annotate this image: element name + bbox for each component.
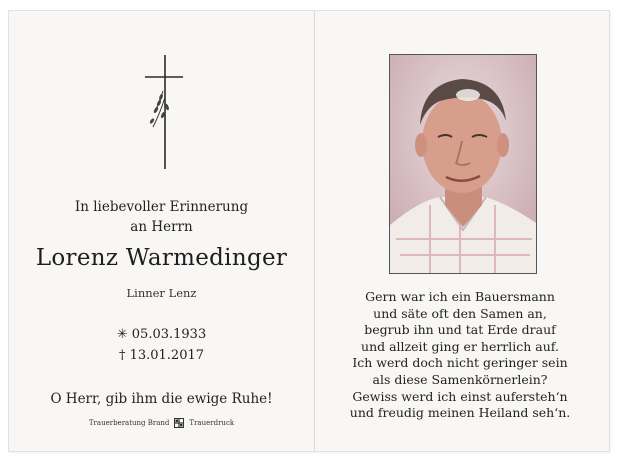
- poem-line: als diese Samenkörnerlein?: [372, 371, 548, 387]
- poem-line: Gern war ich ein Bauersmann: [365, 289, 555, 304]
- portrait-image: [390, 55, 536, 273]
- poem-line: und freudig meinen Heiland seh‘n.: [349, 405, 571, 421]
- left-panel: [9, 11, 314, 451]
- intro-line-1: In liebevoller Erinnerung: [74, 199, 249, 215]
- life-dates: [9, 324, 314, 366]
- prayer-text: O Herr, gib ihm die ewige Ruhe!: [50, 391, 273, 407]
- grid-cross-logo-icon: [174, 418, 184, 428]
- nickname: Linner Lenz: [126, 286, 197, 300]
- deceased-name: Lorenz Warmedinger: [35, 245, 288, 271]
- portrait-photo: [389, 54, 537, 274]
- footer-right-text: Trauerdruck: [189, 419, 235, 427]
- right-panel: [315, 11, 609, 451]
- poem-line: und säte oft den Samen an,: [373, 305, 547, 321]
- memorial-card: [8, 10, 610, 452]
- printer-footer: [9, 418, 314, 428]
- poem: [335, 289, 585, 422]
- poem-line: begrub ihn und tat Erde drauf: [364, 322, 556, 338]
- poem-line: und allzeit ging er herrlich auf.: [361, 338, 559, 354]
- poem-line: Ich werd doch nicht geringer sein: [352, 355, 568, 371]
- poem-line: Gewiss werd ich einst aufersteh‘n: [352, 388, 568, 404]
- footer-left-text: Trauerberatung Brand: [88, 419, 170, 427]
- birth-date: ✳ 05.03.1933: [116, 327, 207, 342]
- death-date: † 13.01.2017: [118, 348, 205, 363]
- intro-line-2: an Herrn: [130, 219, 193, 235]
- cross-with-wheat-icon: [139, 53, 183, 171]
- intro-text: [9, 197, 314, 237]
